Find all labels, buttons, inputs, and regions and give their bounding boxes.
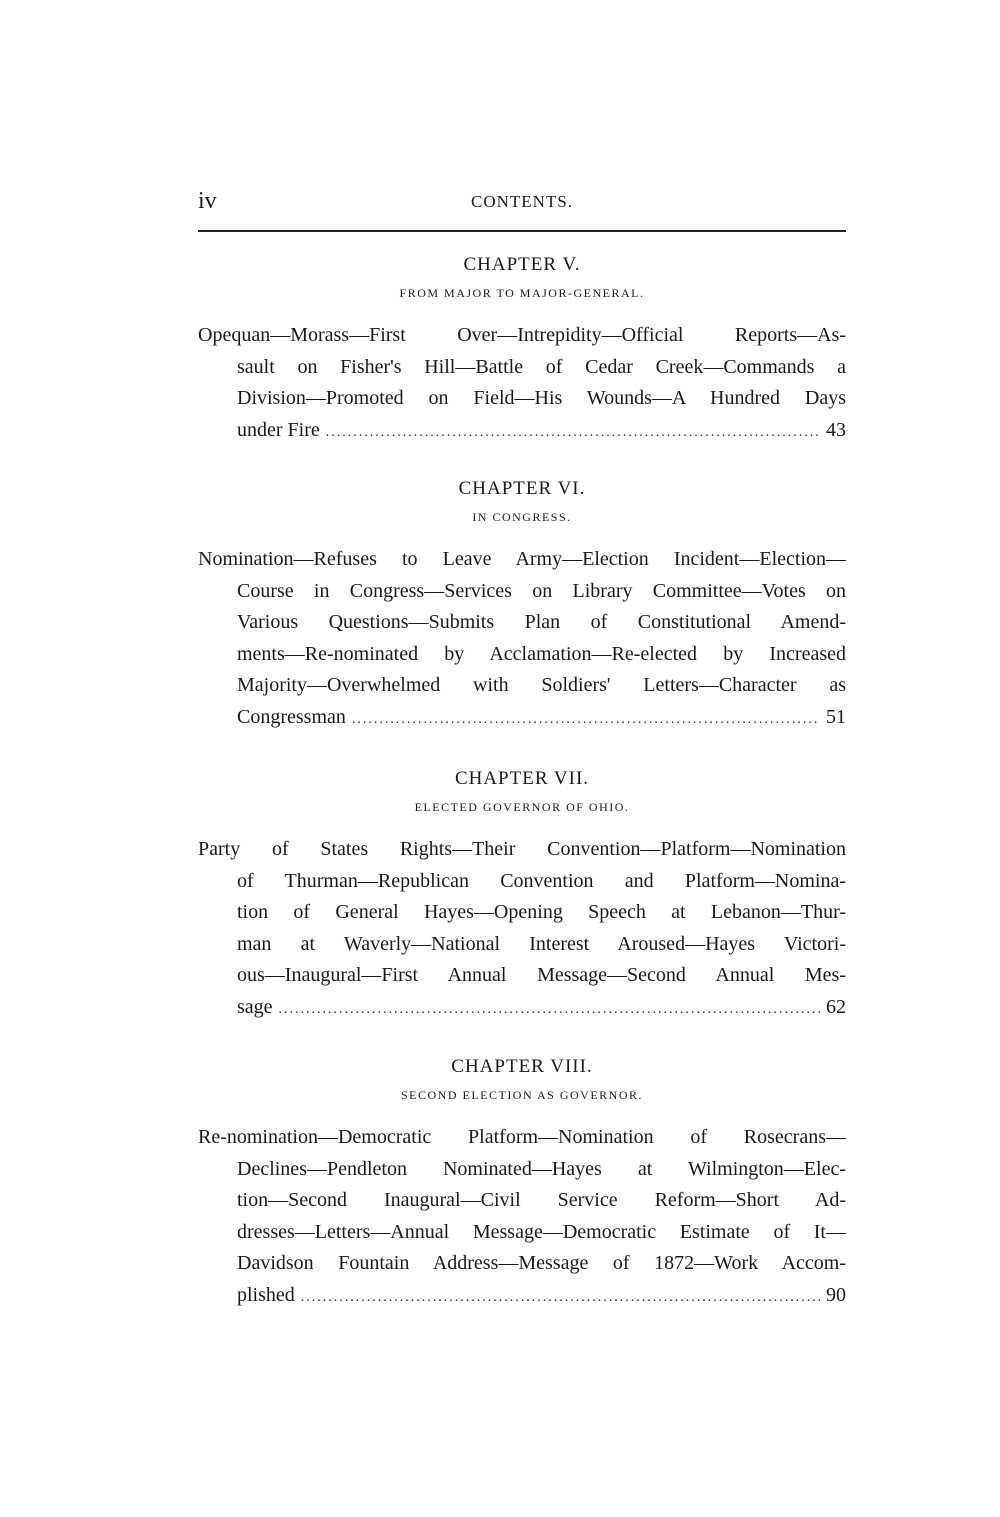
contents-line: Various Questions—Submits Plan of Constitutional Amend- (237, 611, 846, 633)
contents-line: Party of States Rights—Their Convention—Platform—Nomination (198, 838, 846, 860)
contents-line: Majority—Overwhelmed with Soldiers' Letters—Character as (237, 674, 846, 696)
contents-line: Re-nomination—Democratic Platform—Nomination of Rosecrans— (198, 1126, 846, 1148)
page-reference: 90 (826, 1283, 846, 1306)
page-reference: 62 (826, 995, 846, 1018)
contents-line: Course in Congress—Services on Library Committee—Votes on (237, 579, 846, 602)
chapter-entry (198, 254, 846, 446)
contents-line-end: sage (237, 995, 273, 1018)
contents-last-line (198, 992, 846, 1024)
chapter-title: CHAPTER VII. (454, 768, 590, 789)
contents-line: Opequan—Morass—First Over—Intrepidity—Official Reports—As- (198, 324, 846, 346)
page-reference: 51 (826, 705, 846, 728)
contents-line: Nomination—Refuses to Leave Army—Election Incident—Election— (198, 548, 846, 570)
contents-line: tion—Second Inaugural—Civil Service Reform—Short Ad- (237, 1189, 846, 1211)
running-title: CONTENTS. (470, 192, 574, 211)
chapter-title: CHAPTER V. (463, 254, 581, 275)
contents-line: sault on Fisher's Hill—Battle of Cedar Creek—Commands a (237, 355, 846, 378)
contents-line-end: plished (237, 1283, 295, 1306)
chapter-title: CHAPTER VI. (458, 478, 586, 499)
contents-last-line (198, 702, 846, 734)
contents-line: ments—Re-nominated by Acclamation—Re-elected by Increased (237, 642, 846, 665)
contents-line: Declines—Pendleton Nominated—Hayes at Wilmington—Elec- (237, 1157, 846, 1180)
contents-line: tion of General Hayes—Opening Speech at Lebanon—Thur- (237, 901, 846, 923)
contents-line: ous—Inaugural—First Annual Message—Second Annual Mes- (237, 964, 846, 986)
dot-leader (301, 1282, 820, 1314)
chapter-entry (198, 768, 846, 1023)
contents-last-line (198, 1280, 846, 1312)
header-rule (198, 230, 846, 232)
page-header (198, 188, 846, 218)
contents-line: Davidson Fountain Address—Message of 1872—Work Accom- (237, 1252, 846, 1274)
contents-line-end: Congressman (237, 705, 346, 728)
chapter-entry (198, 1056, 846, 1311)
contents-line-end: under Fire (237, 418, 320, 441)
dot-leader (352, 704, 820, 736)
chapter-entry (198, 478, 846, 733)
contents-line: of Thurman—Republican Convention and Platform—Nomina- (237, 869, 846, 892)
dot-leader (279, 994, 820, 1026)
contents-line: man at Waverly—National Interest Aroused—Hayes Victori- (237, 932, 846, 955)
page-reference: 43 (826, 418, 846, 441)
contents-line: Division—Promoted on Field—His Wounds—A Hundred Days (237, 387, 846, 409)
chapter-subtitle: SECOND ELECTION AS GOVERNOR. (400, 1088, 643, 1102)
contents-line: dresses—Letters—Annual Message—Democratic Estimate of It— (237, 1220, 846, 1243)
dot-leader (326, 417, 820, 449)
contents-last-line (198, 415, 846, 447)
chapter-subtitle: IN CONGRESS. (472, 510, 572, 524)
page-number: iv (198, 188, 217, 214)
chapter-subtitle: FROM MAJOR TO MAJOR-GENERAL. (399, 286, 645, 300)
chapter-subtitle: ELECTED GOVERNOR OF OHIO. (414, 800, 630, 814)
chapter-title: CHAPTER VIII. (451, 1056, 593, 1077)
